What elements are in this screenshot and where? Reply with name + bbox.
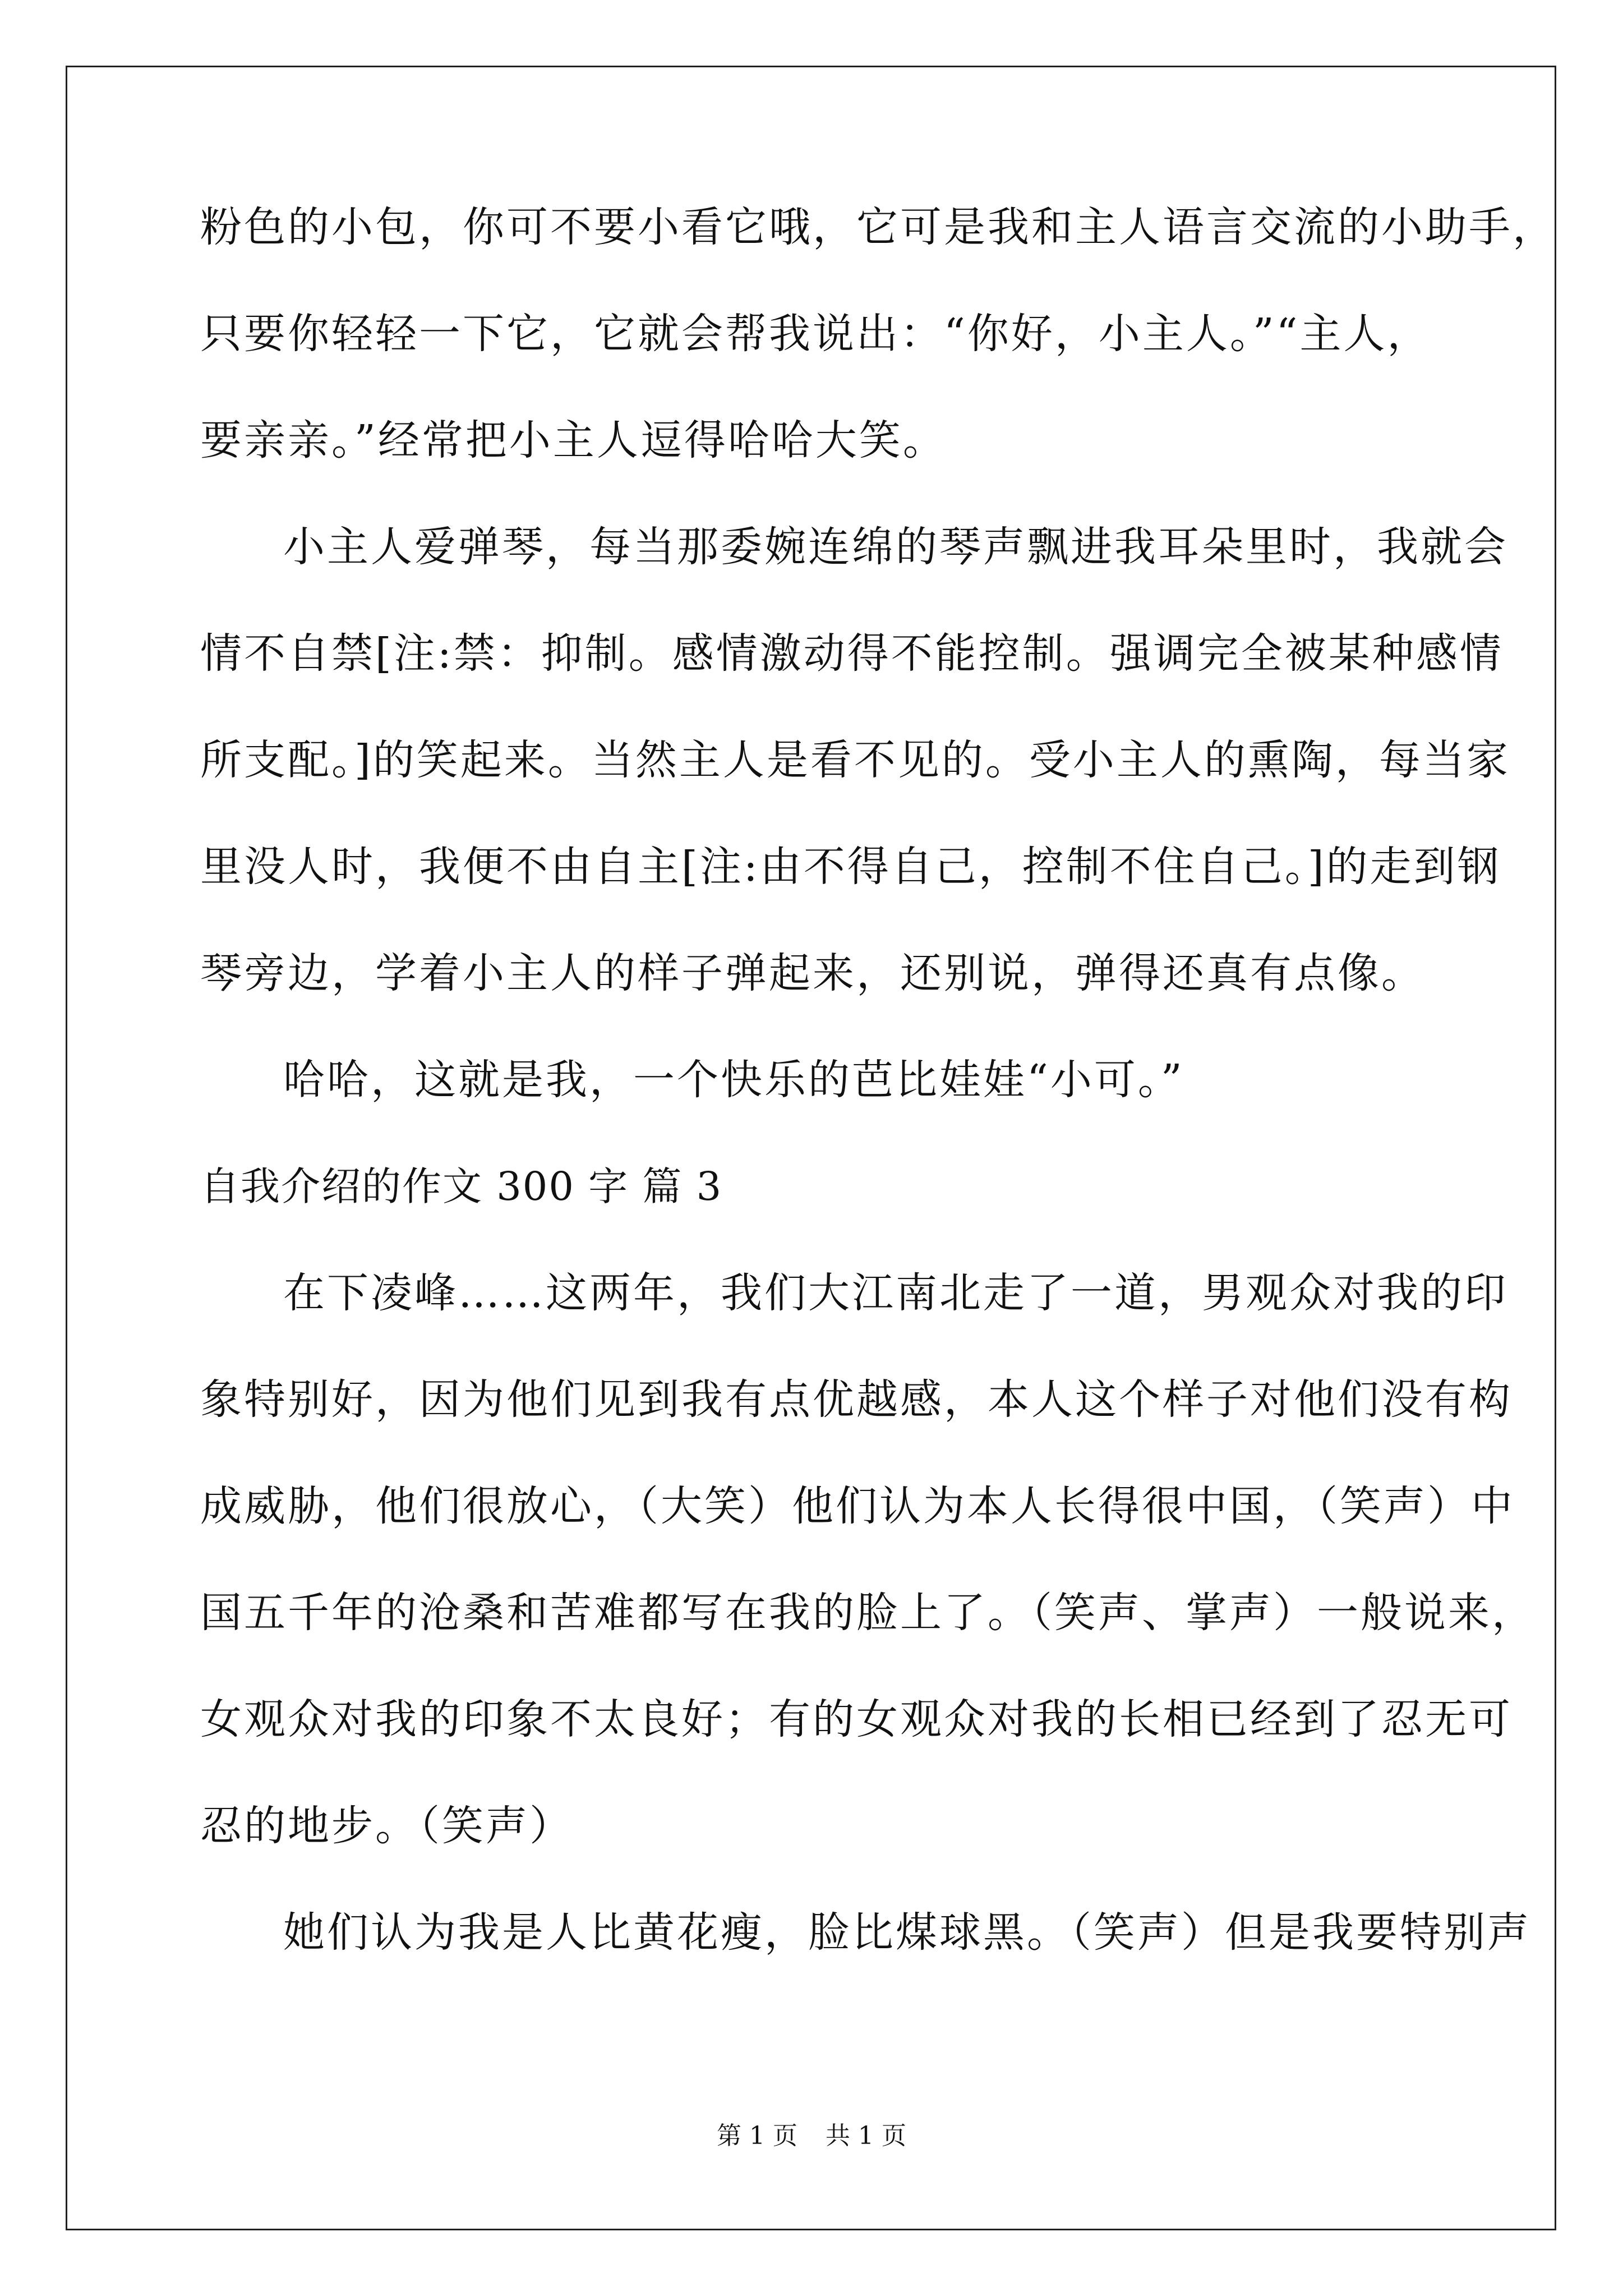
text-line: 成威胁，他们很放心，（大笑）他们认为本人长得很中国，（笑声）中 <box>200 1482 1515 1530</box>
text-line: 琴旁边，学着小主人的样子弹起来，还别说，弹得还真有点像。 <box>200 949 1425 997</box>
page-total: 共 1 页 <box>826 2122 906 2150</box>
page-number: 第 1 页 <box>717 2122 797 2150</box>
paragraph-start: 在下凌峰……这两年，我们大江南北走了一道，男观众对我的印 <box>283 1269 1508 1317</box>
paragraph-start: 她们认为我是人比黄花瘦，脸比煤球黑。（笑声）但是我要特别声 <box>283 1908 1531 1957</box>
page-footer <box>0 2119 1623 2153</box>
text-line: 粉色的小包，你可不要小看它哦，它可是我和主人语言交流的小助手， <box>200 203 1556 251</box>
text-line: 情不自禁[注:禁：抑制。感情激动得不能控制。强调完全被某种感情 <box>200 629 1504 678</box>
text-line: 女观众对我的印象不太良好；有的女观众对我的长相已经到了忍无可 <box>200 1695 1513 1743</box>
text-line: 所支配。]的笑起来。当然主人是看不见的。受小主人的熏陶，每当家 <box>200 736 1510 784</box>
text-line: 象特别好，因为他们见到我有点优越感，本人这个样子对他们没有构 <box>200 1375 1513 1424</box>
paragraph-start: 哈哈，这就是我，一个快乐的芭比娃娃“小可。” <box>283 1056 1184 1104</box>
text-line: 只要你轻轻一下它，它就会帮我说出：“你好，小主人。”“主人， <box>200 310 1431 358</box>
text-line: 忍的地步。（笑声） <box>200 1802 573 1850</box>
page-border <box>66 66 1556 2230</box>
text-line: 里没人时，我便不由自主[注:由不得自己，控制不住自己。]的走到钢 <box>200 843 1501 891</box>
section-heading: 自我介绍的作文 300 字 篇 3 <box>200 1163 723 1209</box>
paragraph-start: 小主人爱弹琴，每当那委婉连绵的琴声飘进我耳朵里时，我就会 <box>283 523 1508 571</box>
text-line: 要亲亲。”经常把小主人逗得哈哈大笑。 <box>200 416 947 464</box>
text-line: 国五千年的沧桑和苦难都写在我的脸上了。（笑声、掌声）一般说来， <box>200 1589 1536 1637</box>
